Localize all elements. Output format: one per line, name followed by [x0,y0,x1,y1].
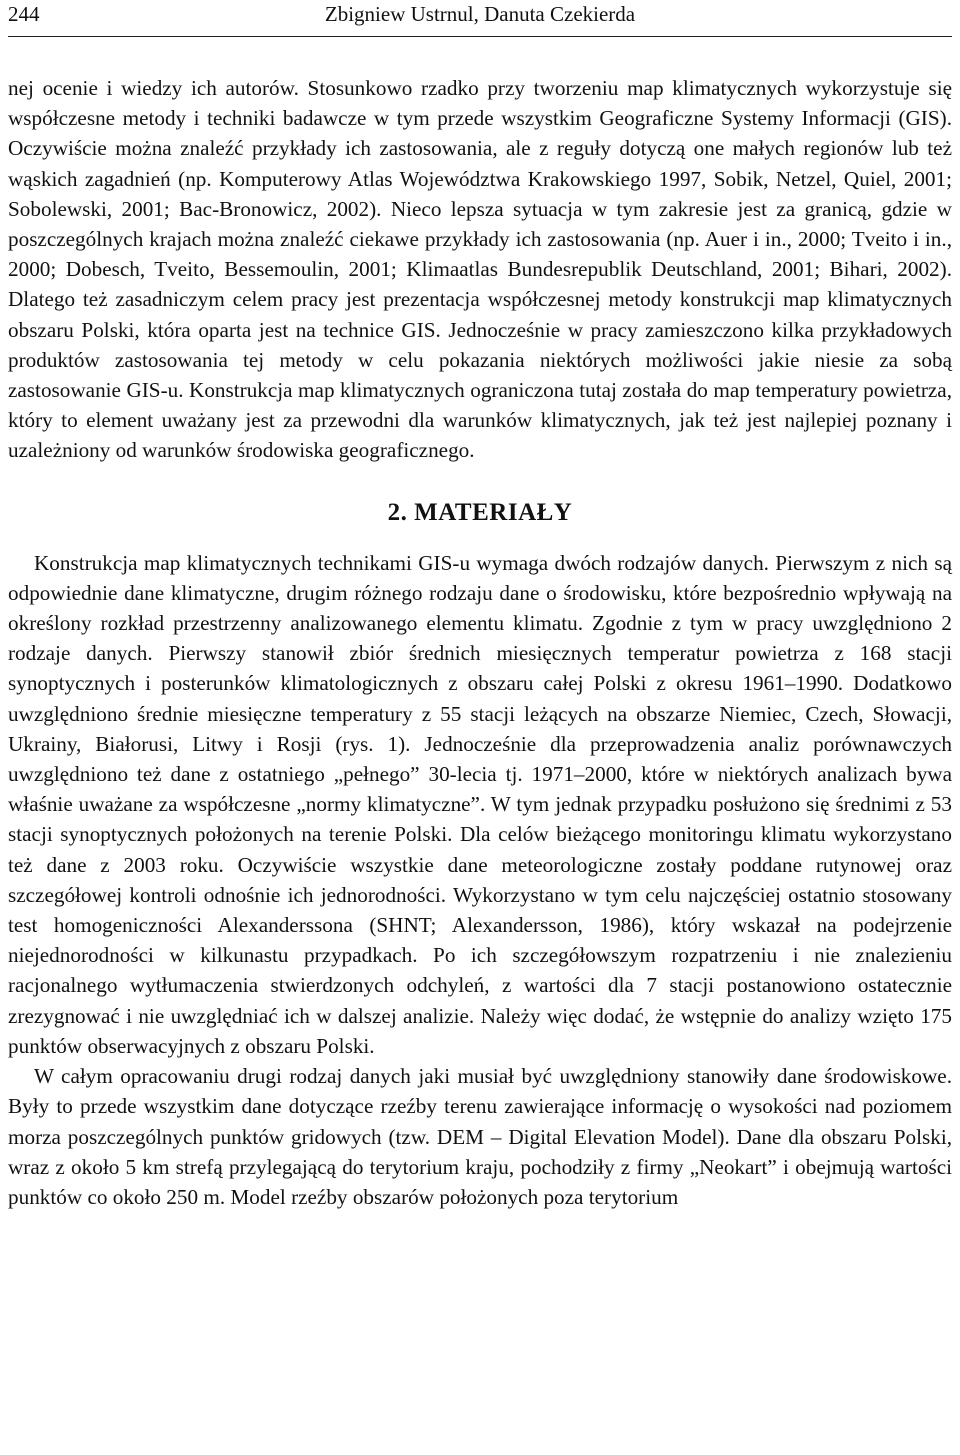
paragraph-materials-2: W całym opracowaniu drugi rodzaj danych jaki musiał być uwzględniony stanowiły dane środowiskowe. Były to przede wszystkim dane dotyczące rzeźby terenu zawierające informację o wysokości nad poziomem morza poszczególnych punktów gridowych (tzw. DEM – Digital Elevation Model). Dane dla obszaru Polski, wraz z około 5 km strefą przylegającą do terytorium kraju, pochodziły z firmy „Neokart” i obejmują wartości punktów co około 250 m. Model rzeźby obszarów położonych poza terytorium [8,1064,952,1209]
document-page [8,0,952,1212]
page-number: 244 [8,2,40,26]
body-text [8,73,952,1212]
running-header [8,0,952,37]
section-heading: 2. MATERIAŁY [387,498,573,526]
paragraph-intro-continuation: nej ocenie i wiedzy ich autorów. Stosunkowo rzadko przy tworzeniu map klimatycznych wykorzystuje się współczesne metody i techniki badawcze w tym przede wszystkim Geograficzne Systemy Informacji (GIS). Oczywiście można znaleźć przykłady ich zastosowania, ale z reguły dotyczą one małych regionów lub też wąskich zagadnień (np. Komputerowy Atlas Województwa Krakowskiego 1997, Sobik, Netzel, Quiel, 2001; Sobolewski, 2001; Bac-Bronowicz, 2002). Nieco lepsza sytuacja w tym zakresie jest za granicą, gdzie w poszczególnych krajach można znaleźć ciekawe przykłady ich zastosowania (np. Auer i in., 2000; Tveito i in., 2000; Dobesch, Tveito, Bessemoulin, 2001; Klimaatlas Bundesrepublik Deutschland, 2001; Bihari, 2002). Dlatego też zasadniczym celem pracy jest prezentacja współczesnej metody konstrukcji map klimatycznych obszaru Polski, która oparta jest na technice GIS. Jednocześnie w pracy zamieszczono kilka przykładowych produktów zastosowania tej metody w celu pokazania niektórych możliwości jakie niesie za sobą zastosowanie GIS-u. Konstrukcja map klimatycznych ograniczona tutaj została do map temperatury powietrza, który to element uważany jest za przewodni dla warunków klimatycznych, jak też jest najlepiej poznany i uzależniony od warunków środowiska geograficznego. [8,76,952,463]
paragraph-materials-1: Konstrukcja map klimatycznych technikami GIS-u wymaga dwóch rodzajów danych. Pierwszym z nich są odpowiednie dane klimatyczne, drugim różnego rodzaju dane o środowisku, które bezpośrednio wpływają na określony rozkład przestrzenny analizowanego elementu klimatu. Zgodnie z tym w pracy uwzględniono 2 rodzaje danych. Pierwszy stanowił zbiór średnich miesięcznych temperatur powietrza z 168 stacji synoptycznych i posterunków klimatologicznych z obszaru całej Polski z okresu 1961–1990. Dodatkowo uwzględniono średnie miesięczne temperatury z 55 stacji leżących na obszarze Niemiec, Czech, Słowacji, Ukrainy, Białorusi, Litwy i Rosji (rys. 1). Jednocześnie dla przeprowadzenia analiz porównawczych uwzględniono też dane z ostatniego „pełnego” 30-lecia tj. 1971–2000, które w niektórych analizach bywa właśnie uważane za współczesne „normy klimatyczne”. W tym jednak przypadku posłużono się średnimi z 53 stacji synoptycznych położonych na terenie Polski. Dla celów bieżącego monitoringu klimatu wykorzystano też dane z 2003 roku. Oczywiście wszystkie dane meteorologiczne zostały poddane rutynowej oraz szczegółowej kontroli odnośnie ich jednorodności. Wykorzystano w tym celu najczęściej ostatnio stosowany test homogeniczności Alexanderssona (SHNT; Alexandersson, 1986), który wskazał na podejrzenie niejednorodności w kilkunastu przypadkach. Po ich szczegółowszym rozpatrzeniu i nie znalezieniu racjonalnego wytłumaczenia stwierdzonych odchyleń, z wartości dla 7 stacji postanowiono ostatecznie zrezygnować i nie uwzględniać ich w dalszej analizie. Należy więc dodać, że wstępnie do analizy wzięto 175 punktów obserwacyjnych z obszaru Polski. [8,550,952,1058]
header-authors: Zbigniew Ustrnul, Danuta Czekierda [324,2,636,26]
